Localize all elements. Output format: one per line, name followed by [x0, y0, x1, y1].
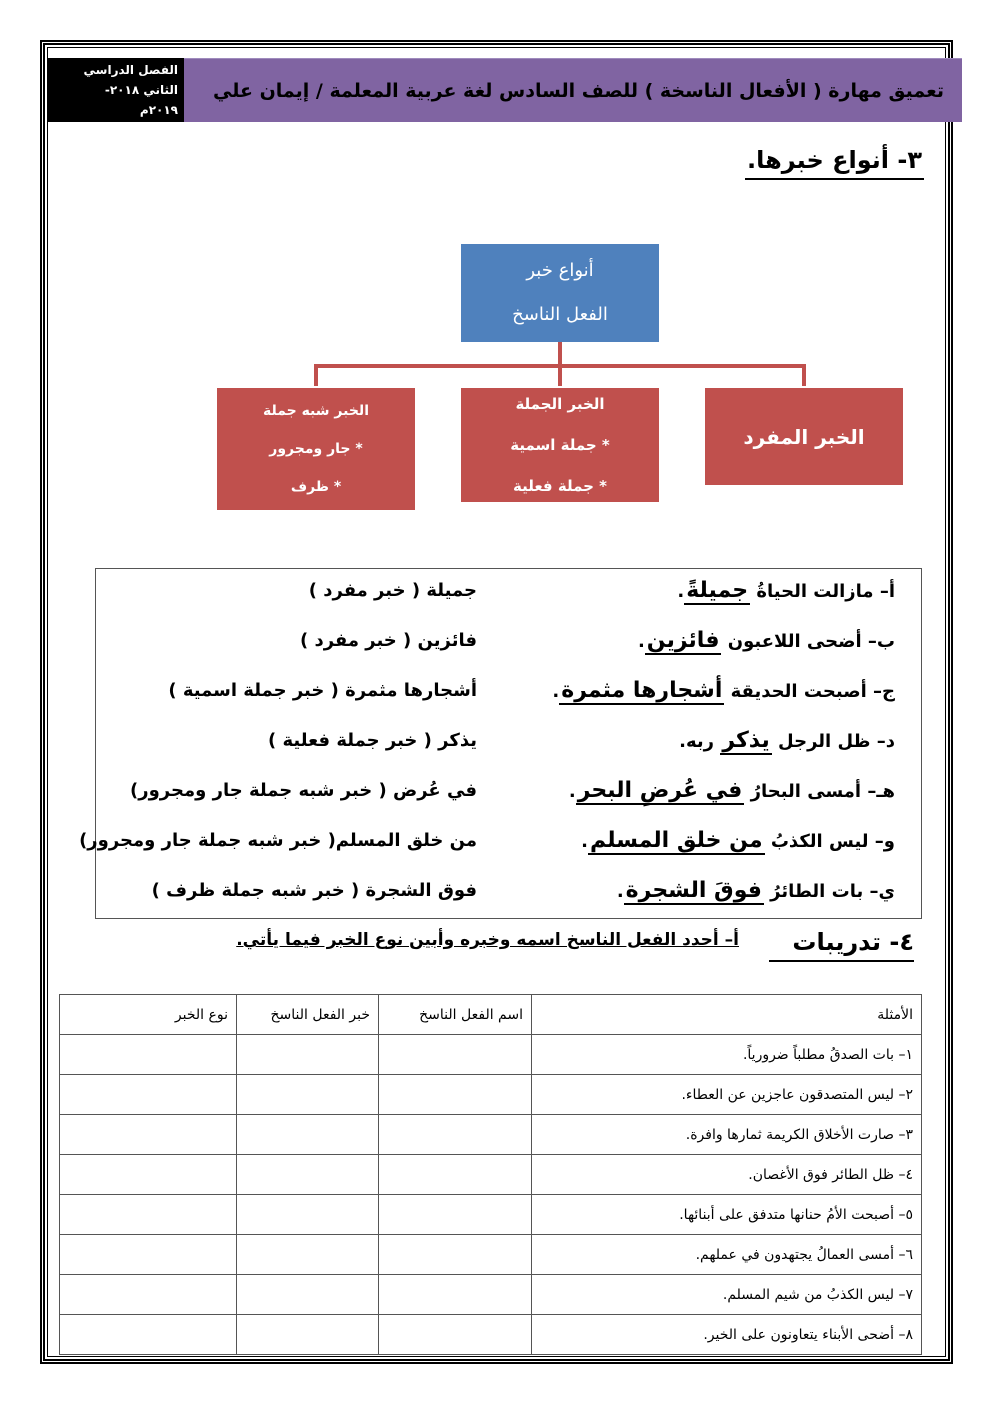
exercise-table	[59, 994, 922, 1355]
example-sentence	[581, 828, 895, 853]
khabar-answer-cell[interactable]	[237, 1075, 379, 1115]
example-answer: من خلق المسلم( خبر شبه جملة جار ومجرور)	[79, 830, 477, 851]
example-khabar: يذكر	[722, 728, 770, 753]
type-answer-cell[interactable]	[60, 1115, 237, 1155]
child-line: الخبر المفرد	[743, 424, 865, 449]
child-line: الخبر شبه جملة	[263, 403, 369, 419]
example-khabar: أشجارها مثمرة	[561, 678, 723, 703]
example-answer: فائزين ( خبر مفرد )	[299, 630, 477, 651]
example-suffix: .	[677, 581, 685, 602]
example-answer: يذكر ( خبر جملة فعلية )	[268, 730, 477, 751]
example-suffix: .	[552, 681, 560, 702]
example-sentence	[569, 778, 895, 803]
table-row	[60, 1275, 922, 1315]
ism-answer-cell[interactable]	[379, 1155, 532, 1195]
root-line: أنواع خبر	[526, 260, 594, 281]
example-prefix: ج– أصبحت الحديقة	[724, 681, 895, 702]
khabar-answer-cell[interactable]	[237, 1035, 379, 1075]
example-cell: ٧– ليس الكذبُ من شيم المسلم.	[532, 1275, 922, 1315]
header-title: تعميق مهارة ( الأفعال الناسخة ) للصف السادس لغة عربية المعلمة / إيمان علي	[213, 79, 944, 102]
ism-answer-cell[interactable]	[379, 1075, 532, 1115]
khabar-answer-cell[interactable]	[237, 1275, 379, 1315]
connector	[802, 364, 806, 386]
ism-answer-cell[interactable]	[379, 1315, 532, 1355]
ism-answer-cell[interactable]	[379, 1115, 532, 1155]
example-suffix: .	[581, 831, 588, 852]
type-answer-cell[interactable]	[60, 1315, 237, 1355]
khabar-answer-cell[interactable]	[237, 1235, 379, 1275]
col-header-khabar: خبر الفعل الناسخ	[237, 995, 379, 1035]
diagram-child-jumla	[461, 388, 659, 502]
child-line: * جار ومجرور	[269, 441, 363, 457]
child-line: * جملة اسمية	[510, 435, 610, 454]
example-answer: في عُرض ( خبر شبه جملة جار ومجرور)	[130, 780, 477, 801]
example-khabar: فائزين	[646, 628, 720, 653]
ism-answer-cell[interactable]	[379, 1235, 532, 1275]
example-cell: ٨– أضحى الأبناء يتعاونون على الخير.	[532, 1315, 922, 1355]
connector	[314, 364, 318, 386]
table-row	[60, 1115, 922, 1155]
example-prefix: أ– مازالت الحياةُ	[750, 581, 895, 602]
type-answer-cell[interactable]	[60, 1275, 237, 1315]
example-sentence	[679, 728, 895, 753]
section4-title: ٤- تدريبات	[769, 928, 914, 962]
example-cell: ١– بات الصدقُ مطلباً ضرورياً.	[532, 1035, 922, 1075]
example-khabar: جميلةً	[686, 578, 749, 603]
example-khabar: فوقَ الشجرة	[625, 878, 762, 903]
diagram-root	[461, 244, 659, 342]
ism-answer-cell[interactable]	[379, 1275, 532, 1315]
ism-answer-cell[interactable]	[379, 1195, 532, 1235]
section4-instruction: أ– أحدد الفعل الناسخ اسمه وخبره وأبين نوع الخبر فيما يأتي.	[236, 930, 739, 950]
ism-answer-cell[interactable]	[379, 1035, 532, 1075]
example-suffix: .	[616, 881, 624, 902]
example-prefix: و– ليس الكذبُ	[764, 831, 895, 852]
table-header-row	[60, 995, 922, 1035]
term-line: الفصل الدراسي	[83, 63, 178, 77]
example-sentence	[552, 678, 895, 703]
child-line: الخبر الجملة	[515, 394, 605, 413]
table-row	[60, 1315, 922, 1355]
example-sentence	[677, 578, 895, 603]
example-khabar: من خلق المسلم	[590, 828, 763, 853]
khabar-answer-cell[interactable]	[237, 1315, 379, 1355]
connector	[314, 364, 806, 368]
child-line: * جملة فعلية	[513, 476, 608, 495]
example-cell: ٦– أمسى العمالُ يجتهدون في عملهم.	[532, 1235, 922, 1275]
example-prefix: هـ– أمسى البحارُ	[744, 781, 895, 802]
khabar-answer-cell[interactable]	[237, 1115, 379, 1155]
root-line: الفعل الناسخ	[512, 304, 608, 325]
example-cell: ٣– صارت الأخلاق الكريمة ثمارها وافرة.	[532, 1115, 922, 1155]
diagram-child-shibh-jumla	[217, 388, 415, 510]
col-header-type: نوع الخبر	[60, 995, 237, 1035]
example-suffix: .	[637, 631, 645, 652]
diagram-child-mufrad	[705, 388, 903, 485]
example-prefix: ي– بات الطائرُ	[763, 881, 895, 902]
col-header-examples: الأمثلة	[532, 995, 922, 1035]
table-row	[60, 1195, 922, 1235]
header-title-bar	[184, 58, 962, 122]
child-line: * ظرف	[290, 479, 342, 495]
table-row	[60, 1075, 922, 1115]
type-answer-cell[interactable]	[60, 1075, 237, 1115]
term-label	[47, 58, 184, 122]
example-prefix: د– ظل الرجل	[771, 731, 895, 752]
example-answer: أشجارها مثمرة ( خبر جملة اسمية )	[168, 680, 477, 701]
example-answer: جميلة ( خبر مفرد )	[308, 580, 477, 601]
example-suffix: ربه.	[679, 731, 721, 752]
term-line: الثاني ٢٠١٨-	[104, 83, 178, 97]
example-sentence	[638, 628, 895, 653]
example-cell: ٤– ظل الطائر فوق الأغصان.	[532, 1155, 922, 1195]
table-row	[60, 1155, 922, 1195]
table-row	[60, 1235, 922, 1275]
type-answer-cell[interactable]	[60, 1035, 237, 1075]
example-khabar: في عُرضِ البحر	[577, 778, 743, 803]
khabar-answer-cell[interactable]	[237, 1155, 379, 1195]
table-row	[60, 1035, 922, 1075]
example-cell: ٢– ليس المتصدقون عاجزين عن العطاء.	[532, 1075, 922, 1115]
term-line: ٢٠١٩م	[139, 103, 178, 117]
type-answer-cell[interactable]	[60, 1195, 237, 1235]
example-suffix: .	[568, 781, 576, 802]
example-sentence	[617, 878, 895, 903]
type-answer-cell[interactable]	[60, 1235, 237, 1275]
type-answer-cell[interactable]	[60, 1155, 237, 1195]
example-cell: ٥– أصبحت الأمُ حنانها متدفق على أبنائها.	[532, 1195, 922, 1235]
example-answer: فوق الشجرة ( خبر شبه جملة ظرف )	[151, 880, 477, 901]
khabar-answer-cell[interactable]	[237, 1195, 379, 1235]
section3-title: ٣- أنواع خبرها.	[745, 146, 924, 180]
col-header-ism: اسم الفعل الناسخ	[379, 995, 532, 1035]
example-prefix: ب– أضحى اللاعبون	[721, 631, 895, 652]
